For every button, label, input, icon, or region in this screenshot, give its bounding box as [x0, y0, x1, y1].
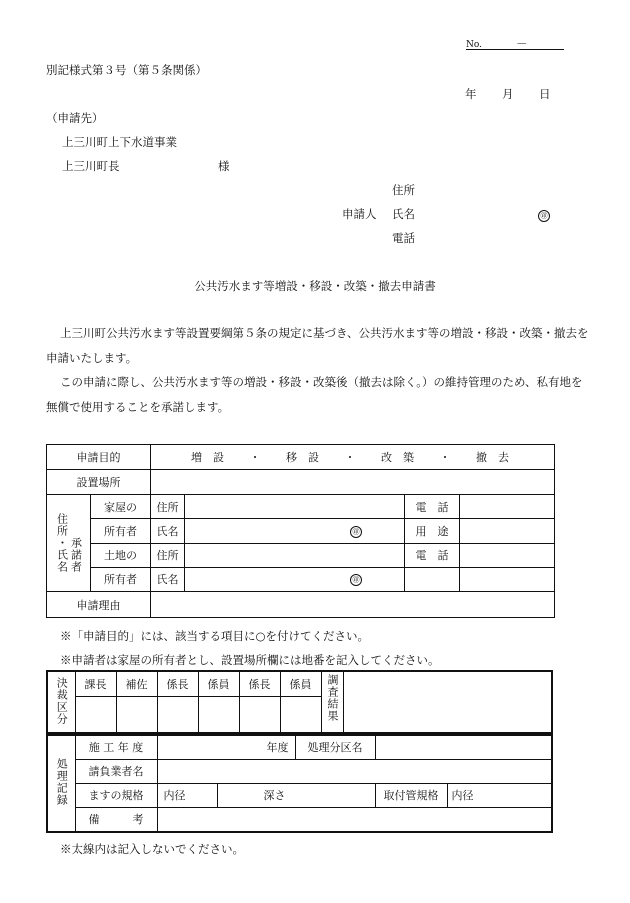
location-label: 設置場所: [47, 470, 151, 495]
land-address-field[interactable]: [185, 543, 405, 567]
zone-field[interactable]: [375, 735, 552, 759]
date-year: 年: [465, 87, 477, 101]
basin-inner-dia[interactable]: [157, 783, 217, 807]
purpose-option-3[interactable]: 改 築: [381, 451, 414, 464]
purpose-separator-1: ・: [249, 451, 261, 464]
construction-year-field[interactable]: [157, 735, 295, 759]
location-field[interactable]: [151, 470, 555, 495]
land-phone-field[interactable]: [460, 543, 555, 567]
document-number: [466, 36, 564, 50]
house-name-label: 氏名: [151, 519, 185, 543]
purpose-option-4[interactable]: 撤 去: [476, 451, 509, 464]
role-3: 係長: [157, 671, 198, 696]
remarks-field[interactable]: [157, 807, 552, 832]
purpose-option-1[interactable]: 増 設: [191, 451, 224, 464]
addressee-label: （申請先）: [46, 111, 104, 125]
addressee-honorific: 様: [218, 159, 230, 173]
house-owner-label-1: 家屋の: [91, 495, 151, 519]
survey-label-cell: [321, 671, 343, 733]
purpose-separator-2: ・: [344, 451, 356, 464]
inner-dia-label: 内径: [163, 789, 186, 802]
applicant-address-label: 住所: [392, 183, 415, 197]
note-purpose: ※「申請目的」には、該当する項目に○を付けてください。: [60, 629, 370, 643]
note-applicant: ※申請者は家屋の所有者とし、設置場所欄には地番を記入してください。: [60, 653, 440, 667]
basin-depth[interactable]: [217, 783, 375, 807]
addressee-line2: 上三川町長: [62, 159, 120, 173]
reason-field[interactable]: [151, 592, 555, 618]
consent-sub-label: 住所・氏名: [55, 513, 69, 573]
house-address-field[interactable]: [185, 495, 405, 519]
office-use-table: [46, 670, 553, 734]
empty-cell: [460, 567, 555, 591]
approval-box[interactable]: [198, 696, 239, 733]
pipe-inner-dia[interactable]: [447, 783, 552, 807]
house-owner-label-2: 所有者: [91, 519, 151, 543]
contractor-label: 請負業者名: [75, 759, 157, 783]
seal-mark: ㊞: [350, 526, 362, 538]
land-name-label: 氏名: [151, 567, 185, 591]
decision-label: 決裁区分: [55, 676, 69, 725]
purpose-label: 申請目的: [47, 445, 151, 470]
empty-cell: [405, 567, 460, 591]
approval-box[interactable]: [157, 696, 198, 733]
seal-mark: ㊞: [538, 210, 550, 222]
role-4: 係員: [198, 671, 239, 696]
survey-label: 調査結果: [326, 674, 339, 722]
role-2: 補佐: [116, 671, 157, 696]
document-number-label: No.: [466, 40, 482, 50]
record-label-cell: [47, 735, 75, 832]
date-day: 日: [539, 87, 551, 101]
use-label: 用 途: [405, 519, 460, 543]
use-field[interactable]: [460, 519, 555, 543]
land-owner-label-2: 所有者: [91, 567, 151, 591]
consent-label: 承諾者: [69, 537, 83, 573]
applicant-phone-label: 電話: [392, 231, 415, 245]
date-month: 月: [502, 87, 514, 101]
role-5: 係長: [239, 671, 280, 696]
survey-field[interactable]: [343, 671, 552, 733]
basin-spec-label: ますの規格: [75, 783, 157, 807]
remarks-label: 備 考: [75, 807, 157, 832]
approval-box[interactable]: [239, 696, 280, 733]
document-number-separator: －: [516, 37, 528, 51]
purpose-options[interactable]: [151, 445, 555, 470]
zone-label: 処理分区名: [295, 735, 375, 759]
contractor-field[interactable]: [157, 759, 552, 783]
applicant-label: 申請人: [342, 207, 377, 221]
land-address-label: 住所: [151, 543, 185, 567]
land-name-field[interactable]: [185, 567, 405, 591]
approval-box[interactable]: [75, 696, 116, 733]
approval-box[interactable]: [116, 696, 157, 733]
decision-label-cell: [47, 671, 75, 733]
depth-label: 深さ: [263, 789, 286, 802]
year-unit: 年度: [266, 741, 289, 755]
processing-record-table: [46, 734, 553, 833]
body-paragraph-2: この申請に際し、公共汚水ます等の増設・移設・改築後（撤去は除く。）の維持管理のため、私有地を無償で使用することを承諾します。: [46, 375, 583, 414]
document-title: 公共汚水ます等増設・移設・改築・撤去申請書: [194, 279, 436, 293]
house-name-field[interactable]: [185, 519, 405, 543]
document-number-underline: [466, 49, 564, 50]
footer-note: ※太線内は記入しないでください。: [60, 842, 244, 856]
addressee-line1: 上三川町上下水道事業: [62, 135, 177, 149]
consent-label-cell: [47, 495, 91, 592]
purpose-option-2[interactable]: 移 設: [286, 451, 319, 464]
house-phone-field[interactable]: [460, 495, 555, 519]
house-address-label: 住所: [151, 495, 185, 519]
applicant-name-label: 氏名: [392, 207, 415, 221]
house-phone-label: 電 話: [405, 495, 460, 519]
pipe-spec-label: 取付管規格: [375, 783, 447, 807]
body-paragraph-1: 上三川町公共汚水ます等設置要綱第５条の規定に基づき、公共汚水ます等の増設・移設・改築・撤去を申請いたします。: [46, 326, 589, 365]
record-label: 処理記録: [55, 758, 69, 806]
seal-mark: ㊞: [350, 574, 362, 586]
approval-box[interactable]: [280, 696, 321, 733]
application-table: [46, 444, 555, 618]
purpose-separator-3: ・: [439, 451, 451, 464]
construction-year-label: 施 工 年 度: [75, 735, 157, 759]
applicant-seal: [538, 207, 550, 222]
land-phone-label: 電 話: [405, 543, 460, 567]
land-owner-label-1: 土地の: [91, 543, 151, 567]
role-6: 係員: [280, 671, 321, 696]
role-1: 課長: [75, 671, 116, 696]
reason-label: 申請理由: [47, 592, 151, 618]
form-number: 別記様式第３号（第５条関係）: [46, 63, 207, 77]
inner-dia2-label: 内径: [451, 789, 474, 802]
